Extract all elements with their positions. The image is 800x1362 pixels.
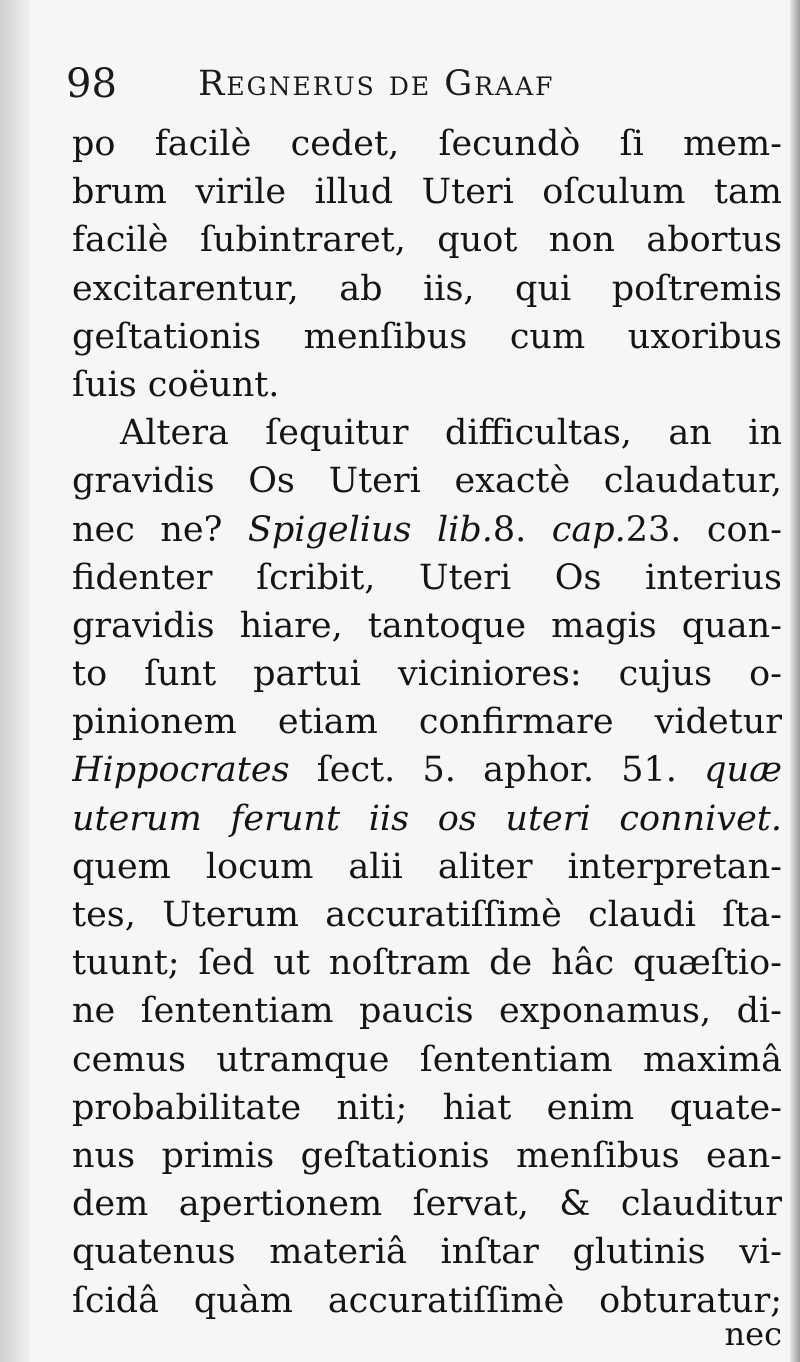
citation-italic: cap. — [551, 509, 626, 550]
text-line-mixed — [72, 506, 782, 554]
text-line: probabilitate niti; hiat enim quate- — [72, 1087, 782, 1128]
text-line: ſcidâ quàm accuratiſſimè obturatur; — [72, 1280, 782, 1321]
text-line: dem apertionem ſervat, & clauditur — [72, 1184, 782, 1225]
text-line: brum virile illud Uteri oſculum tam — [72, 172, 782, 213]
text-fragment: ſect. 5. aphor. 51. — [289, 750, 705, 791]
page-number: 98 — [66, 61, 117, 107]
running-head — [66, 56, 766, 112]
text-line: gravidis Os Uteri exactè claudatur, — [72, 461, 782, 502]
body-text — [72, 120, 782, 1325]
quote-italic: quæ — [704, 750, 782, 791]
text-line: to ſunt partui viciniores: cujus o- — [72, 654, 782, 695]
text-line: fidenter ſcribit, Uteri Os interius — [72, 557, 782, 598]
text-line: facilè ſubintraret, quot non abortus — [72, 220, 782, 261]
text-line: geſtationis menſibus cum uxoribus — [72, 316, 782, 357]
text-line: quem locum alii aliter interpretan- — [72, 846, 782, 887]
page-edge — [790, 0, 800, 1362]
text-line: Altera ſequitur difficultas, an in — [120, 413, 782, 454]
catchword: nec — [724, 1315, 782, 1353]
text-line: pinionem etiam confirmare videtur — [72, 702, 782, 743]
text-line: ne ſententiam paucis exponamus, di- — [72, 991, 782, 1032]
text-line: nus primis geſtationis menſibus ean- — [72, 1135, 782, 1176]
quote-line: uterum ferunt iis os uteri connivet. — [72, 798, 782, 839]
gutter-shadow — [0, 0, 30, 1362]
author-italic: Hippocrates — [72, 750, 290, 791]
text-line: quatenus materiâ inſtar glutinis vi- — [72, 1232, 782, 1273]
text-line: tuunt; ſed ut noſtram de hâc quæſtio- — [72, 943, 782, 984]
text-fragment: nec ne? — [72, 509, 248, 550]
text-fragment: 23. con- — [625, 509, 782, 550]
text-fragment: 8. — [492, 509, 552, 550]
text-line: cemus utramque ſententiam maximâ — [72, 1039, 782, 1080]
running-title: Regnerus de Graaf — [198, 64, 555, 104]
text-line: excitarentur, ab iis, qui poſtremis — [72, 268, 782, 309]
text-line-mixed — [72, 746, 782, 794]
text-line: po facilè cedet, ſecundò ſi mem- — [72, 124, 782, 164]
text-line: ſuis coëunt. — [72, 364, 280, 405]
text-line: gravidis hiare, tantoque magis quan- — [72, 605, 782, 646]
citation-italic: Spigelius lib. — [247, 509, 493, 550]
text-line: tes, Uterum accuratiſſimè claudi ſta- — [72, 895, 782, 935]
